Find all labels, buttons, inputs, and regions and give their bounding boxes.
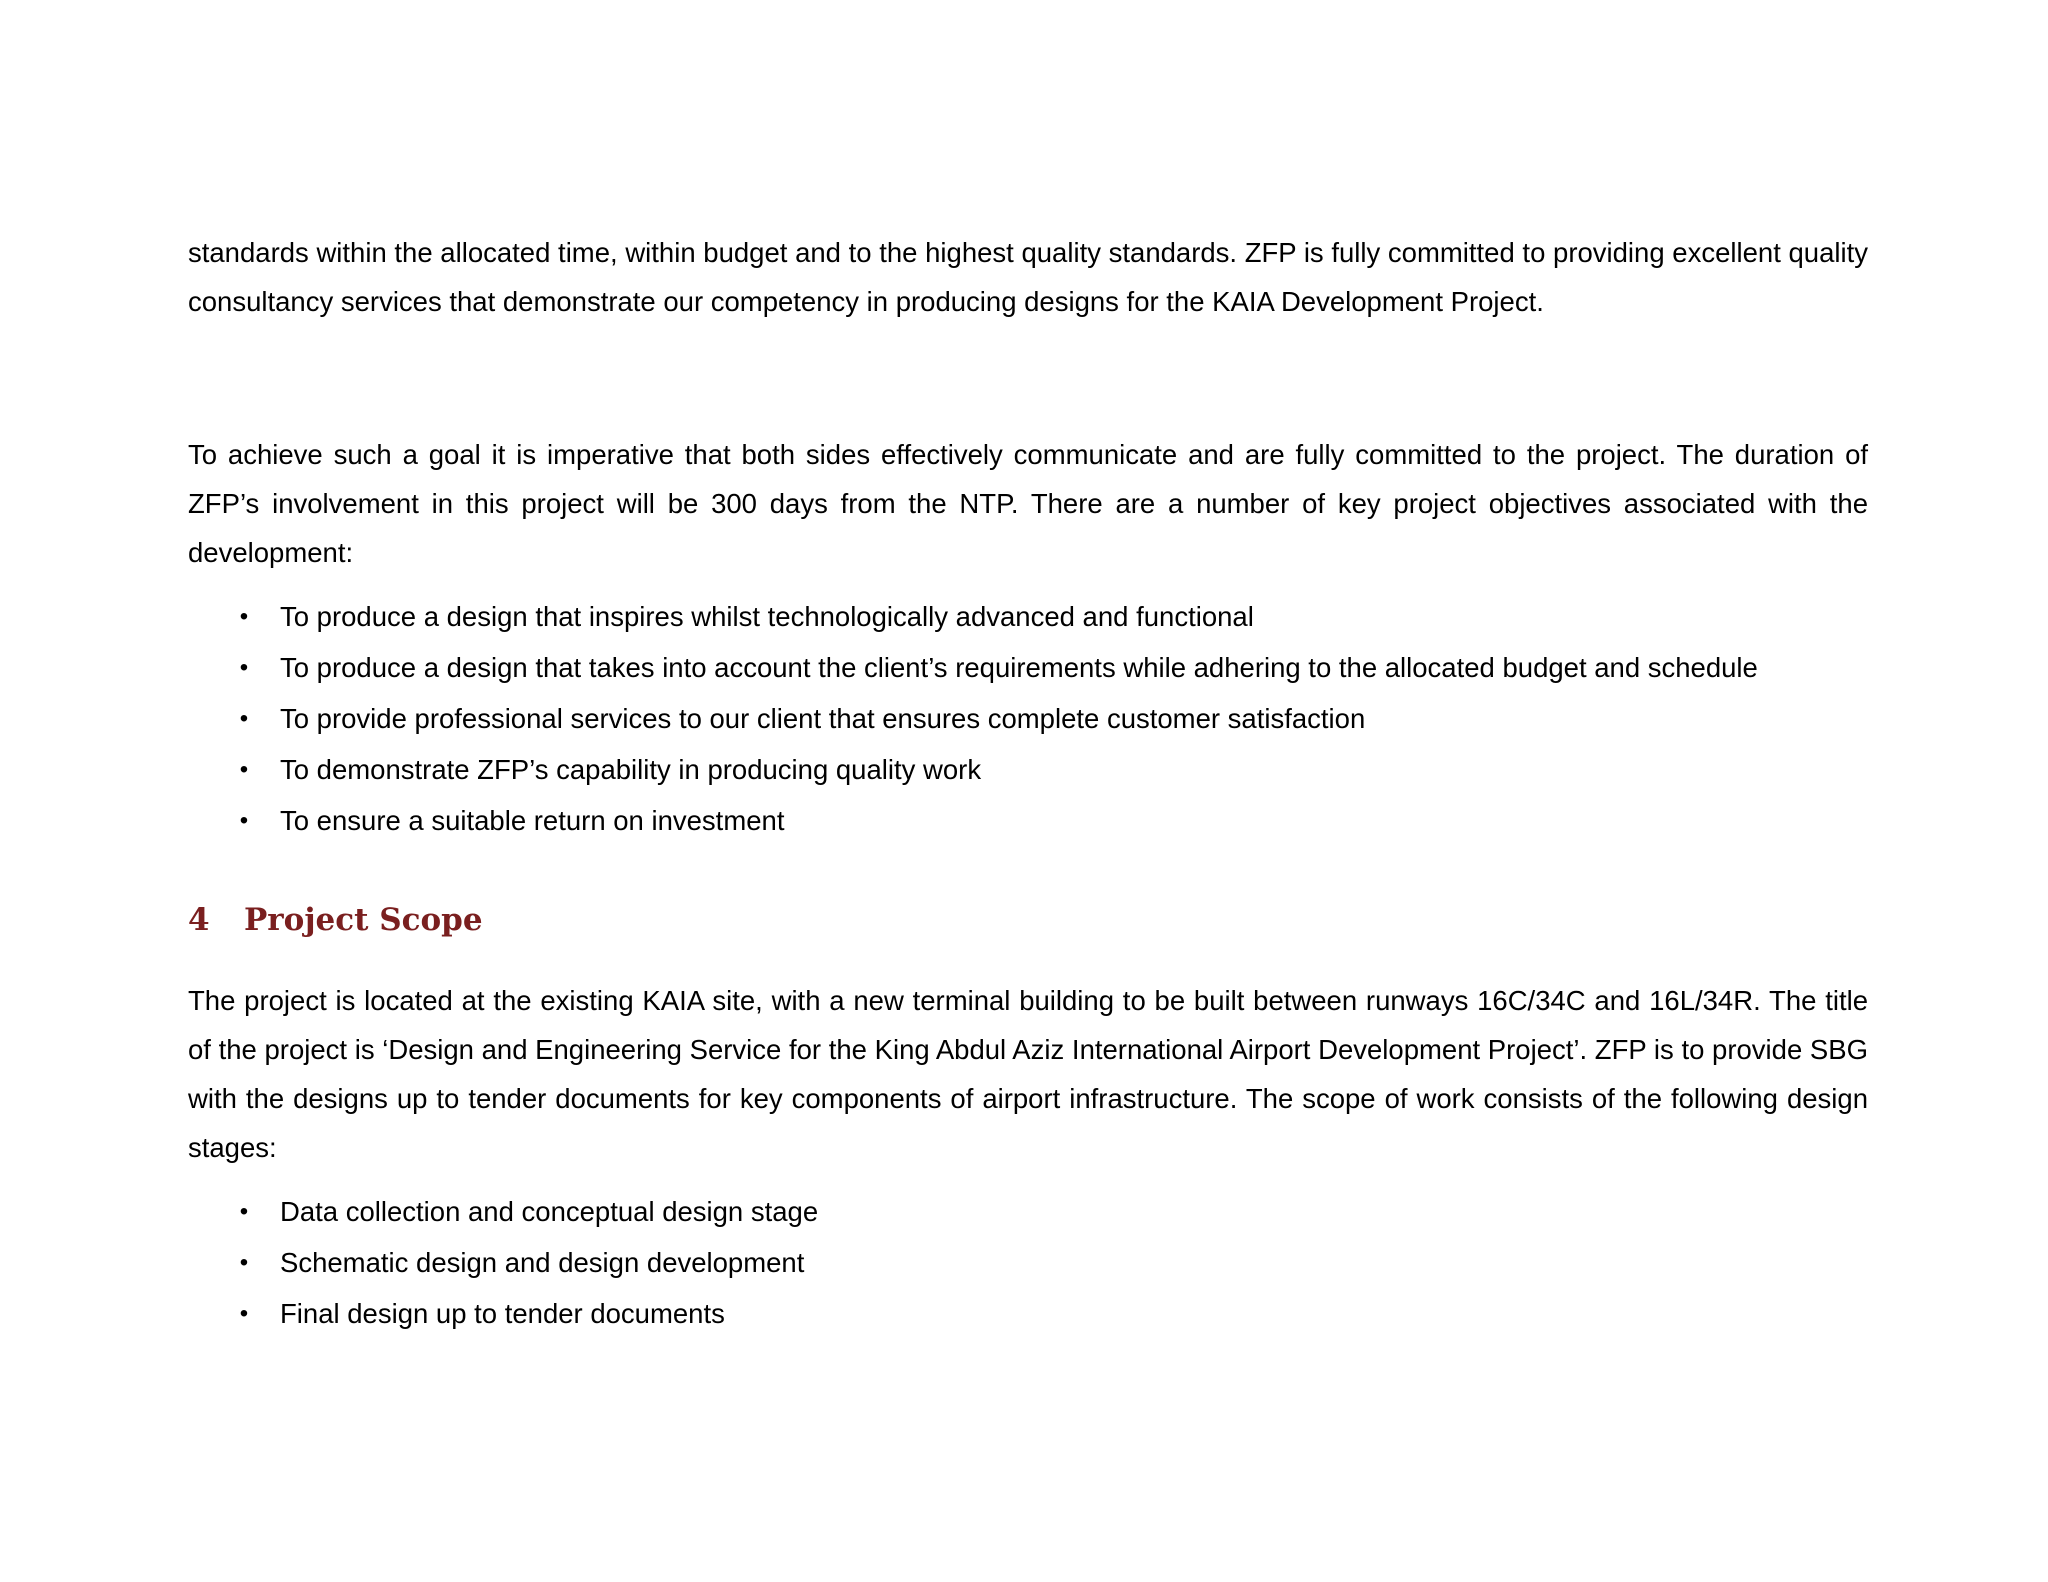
bullet-icon: • [239, 756, 249, 783]
paragraph-project-scope: The project is located at the existing KAIA site, with a new terminal building to be built between runways 16C/34C and 16L/34R. The title of the project is ‘Design and Engineering Service for the King Abdul Aziz International Airport Development Project’. ZFP is to provide SBG with the designs up to tender documents for key components of airport infrastructure. The scope of work consists of the following design stages: [188, 985, 1868, 1163]
list-item-text: To provide professional services to our client that ensures complete customer satisfaction [280, 703, 1366, 734]
bullet-icon: • [239, 1249, 249, 1276]
list-item-text: To demonstrate ZFP’s capability in producing quality work [280, 754, 982, 785]
bullet-icon: • [239, 807, 249, 834]
list-item-text: To ensure a suitable return on investment [280, 805, 785, 836]
bullet-icon: • [239, 654, 249, 681]
paragraph-intro-continued: standards within the allocated time, within budget and to the highest quality standards. ZFP is fully committed to providing excellent quality consultancy services that demonstrate our competency in producing designs for the KAIA Development Project. [188, 237, 1868, 317]
paragraph-objectives-intro: To achieve such a goal it is imperative that both sides effectively communicate and are fully committed to the project. The duration of ZFP’s involvement in this project will be 300 days from the NTP. There are a number of key project objectives associated with the development: [188, 439, 1868, 568]
list-item [188, 1186, 1868, 1237]
section-number: 4 [188, 902, 210, 938]
list-item-text: Schematic design and design development [280, 1247, 805, 1278]
list-item-text: Data collection and conceptual design stage [280, 1196, 819, 1227]
bullet-icon: • [239, 705, 249, 732]
list-item-text: To produce a design that inspires whilst technologically advanced and functional [280, 601, 1254, 632]
list-item [188, 642, 1868, 693]
objectives-list [188, 591, 1868, 846]
list-item-text: Final design up to tender documents [280, 1298, 725, 1329]
bullet-icon: • [239, 603, 249, 630]
list-item [188, 1237, 1868, 1288]
page-content [188, 228, 1868, 1339]
section-title: Project Scope [244, 902, 483, 938]
bullet-icon: • [239, 1300, 249, 1327]
list-item [188, 1288, 1868, 1339]
list-item [188, 744, 1868, 795]
design-stages-list [188, 1186, 1868, 1339]
bullet-icon: • [239, 1198, 249, 1225]
list-item-text: To produce a design that takes into account the client’s requirements while adhering to the allocated budget and schedule [280, 652, 1758, 683]
list-item [188, 591, 1868, 642]
list-item [188, 693, 1868, 744]
section-heading [188, 890, 1868, 950]
list-item [188, 795, 1868, 846]
